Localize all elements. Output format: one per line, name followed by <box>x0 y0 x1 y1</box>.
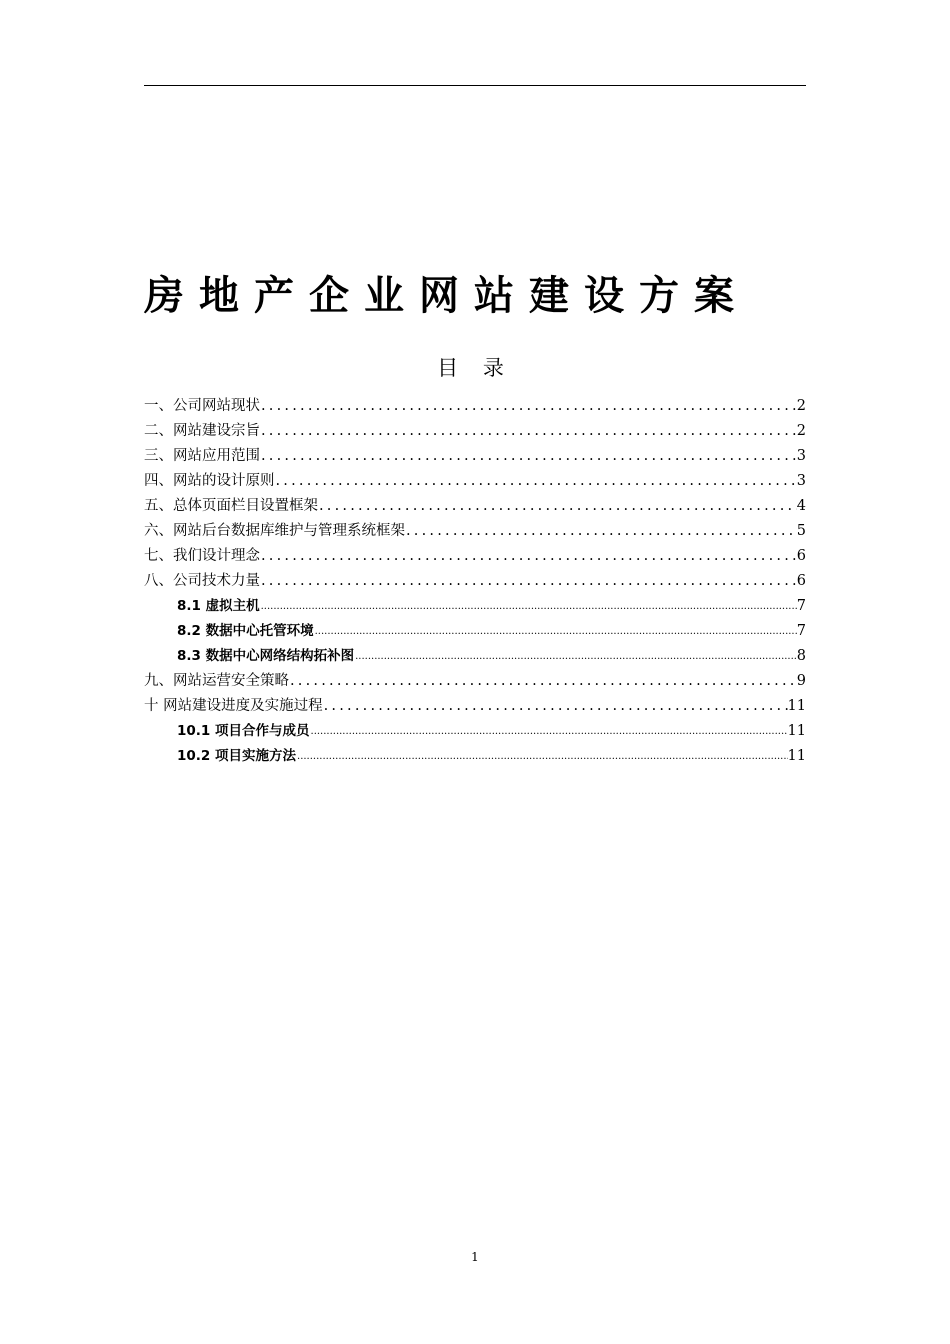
toc-dot-leader <box>289 669 797 694</box>
toc-entry[interactable] <box>144 419 806 444</box>
toc-entry-page: 7 <box>796 598 806 614</box>
toc-entry-page: 8 <box>796 648 806 664</box>
toc-dot-leader <box>314 619 797 644</box>
toc-entry[interactable] <box>144 569 806 594</box>
toc-entry-label: 8.2 数据中心托管环境 <box>177 623 314 639</box>
toc-dot-leader <box>260 394 797 419</box>
toc-entry-page: 6 <box>796 573 806 589</box>
toc-entry[interactable] <box>144 719 806 744</box>
toc-entry-label: 四、网站的设计原则 <box>144 473 275 489</box>
document-title: 房地产企业网站建设方案 <box>144 273 749 319</box>
toc-dot-leader <box>310 719 788 744</box>
header-rule <box>144 85 806 86</box>
toc-entry-page: 9 <box>796 673 806 689</box>
toc-entry-label: 10.1 项目合作与成员 <box>177 723 310 739</box>
toc-entry[interactable] <box>144 694 806 719</box>
toc-entry[interactable] <box>144 444 806 469</box>
toc-dot-leader <box>323 694 788 719</box>
page-number: 1 <box>471 1250 479 1264</box>
toc-entry-page: 11 <box>787 748 806 764</box>
toc-entry[interactable] <box>144 544 806 569</box>
toc-entry-page: 5 <box>796 523 806 539</box>
toc-entry-label: 一、公司网站现状 <box>144 398 260 414</box>
toc-dot-leader <box>260 544 797 569</box>
toc-dot-leader <box>260 419 797 444</box>
toc-entry-page: 11 <box>787 723 806 739</box>
toc-entry-page: 7 <box>796 623 806 639</box>
toc-entry[interactable] <box>144 744 806 769</box>
toc-dot-leader <box>260 569 797 594</box>
toc-entry-label: 8.1 虚拟主机 <box>177 598 260 614</box>
toc-entry-page: 6 <box>796 548 806 564</box>
toc-entry-label: 五、总体页面栏目设置框架 <box>144 498 318 514</box>
toc-dot-leader <box>354 644 797 669</box>
toc-entry-label: 七、我们设计理念 <box>144 548 260 564</box>
toc-entry[interactable] <box>144 594 806 619</box>
table-of-contents <box>144 394 806 769</box>
toc-entry-label: 8.3 数据中心网络结构拓补图 <box>177 648 355 664</box>
toc-entry-page: 4 <box>796 498 806 514</box>
toc-entry[interactable] <box>144 494 806 519</box>
toc-dot-leader <box>296 744 788 769</box>
toc-entry[interactable] <box>144 619 806 644</box>
toc-entry[interactable] <box>144 394 806 419</box>
toc-entry-page: 3 <box>796 448 806 464</box>
toc-heading: 目 录 <box>437 356 513 380</box>
toc-entry-page: 2 <box>796 423 806 439</box>
toc-entry[interactable] <box>144 644 806 669</box>
toc-entry-label: 九、网站运营安全策略 <box>144 673 289 689</box>
toc-dot-leader <box>260 594 797 619</box>
toc-entry[interactable] <box>144 669 806 694</box>
toc-dot-leader <box>260 444 797 469</box>
toc-entry-label: 十 网站建设进度及实施过程 <box>144 698 323 714</box>
toc-entry-page: 2 <box>796 398 806 414</box>
toc-entry-label: 八、公司技术力量 <box>144 573 260 589</box>
toc-dot-leader <box>405 519 797 544</box>
toc-entry-page: 11 <box>787 698 806 714</box>
toc-dot-leader <box>275 469 797 494</box>
toc-entry-label: 10.2 项目实施方法 <box>177 748 297 764</box>
toc-dot-leader <box>318 494 797 519</box>
toc-entry-label: 三、网站应用范围 <box>144 448 260 464</box>
toc-entry[interactable] <box>144 519 806 544</box>
toc-entry-page: 3 <box>796 473 806 489</box>
toc-entry-label: 二、网站建设宗旨 <box>144 423 260 439</box>
toc-entry-label: 六、网站后台数据库维护与管理系统框架 <box>144 523 405 539</box>
toc-entry[interactable] <box>144 469 806 494</box>
